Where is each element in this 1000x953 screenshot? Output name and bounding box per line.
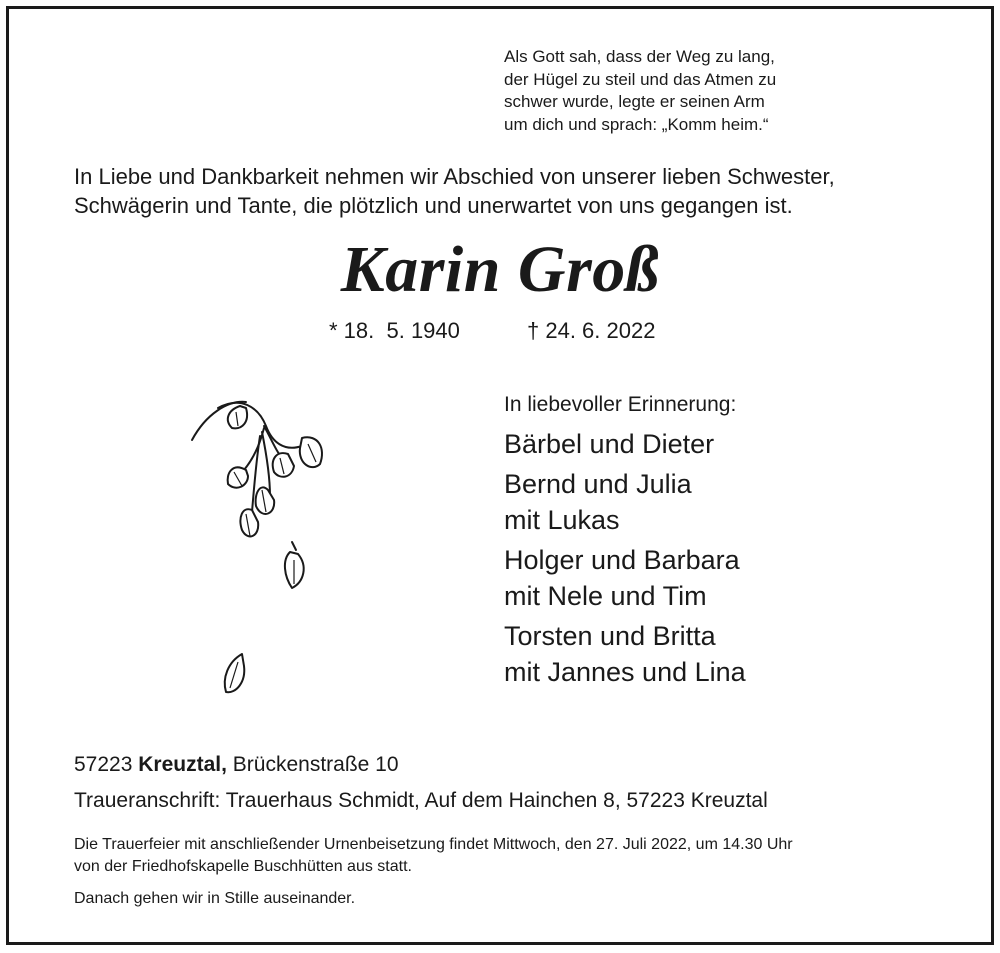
service-line: Die Trauerfeier mit anschließender Urnenbeisetzung findet Mittwoch, den 27. Juli 2022, um 14.30 Uhr (74, 836, 793, 853)
poem (504, 46, 904, 136)
postal-code: 57223 (74, 753, 133, 776)
mourner-name: mit Lukas (504, 505, 620, 535)
city: Kreuztal, (138, 753, 227, 776)
service-line: von der Friedhofskapelle Buschhütten aus statt. (74, 858, 412, 875)
poem-line: schwer wurde, legte er seinen Arm (504, 92, 765, 111)
street: Brückenstraße 10 (232, 753, 399, 776)
mourner-name: Holger und Barbara (504, 545, 740, 575)
memory-label: In liebevoller Erinnerung: (504, 393, 737, 416)
intro-text (74, 162, 954, 220)
mourner-name: Bärbel und Dieter (504, 429, 715, 459)
deceased-name: Karin Groß (340, 233, 660, 306)
birch-branch-icon (180, 392, 340, 712)
poem-line: der Hügel zu steil und das Atmen zu (504, 69, 777, 89)
mourner-group (504, 542, 964, 614)
death-date: † 24. 6. 2022 (527, 318, 656, 343)
poem-line: um dich und sprach: „Komm heim.“ (504, 114, 769, 134)
intro-line: In Liebe und Dankbarkeit nehmen wir Abschied von unserer lieben Schwester, (74, 164, 835, 189)
mourner-group (504, 618, 964, 690)
mourner-name: mit Nele und Tim (504, 581, 707, 611)
service-info (74, 834, 954, 878)
intro-line: Schwägerin und Tante, die plötzlich und unerwartet von uns gegangen ist. (74, 193, 793, 218)
mourner-name: mit Jannes und Lina (504, 657, 746, 687)
closing-note: Danach gehen wir in Stille auseinander. (74, 890, 356, 907)
mourner-group (504, 466, 964, 538)
residence-address (74, 750, 399, 779)
mourning-address: Traueranschrift: Trauerhaus Schmidt, Auf dem Hainchen 8, 57223 Kreuztal (74, 789, 768, 812)
poem-line: Als Gott sah, dass der Weg zu lang, (504, 47, 775, 66)
birth-date: * 18. 5. 1940 (329, 318, 460, 343)
mourner-name: Torsten und Britta (504, 621, 716, 651)
mourner-group (504, 426, 964, 462)
mourner-name: Bernd und Julia (504, 469, 692, 499)
mourner-list (504, 426, 964, 694)
